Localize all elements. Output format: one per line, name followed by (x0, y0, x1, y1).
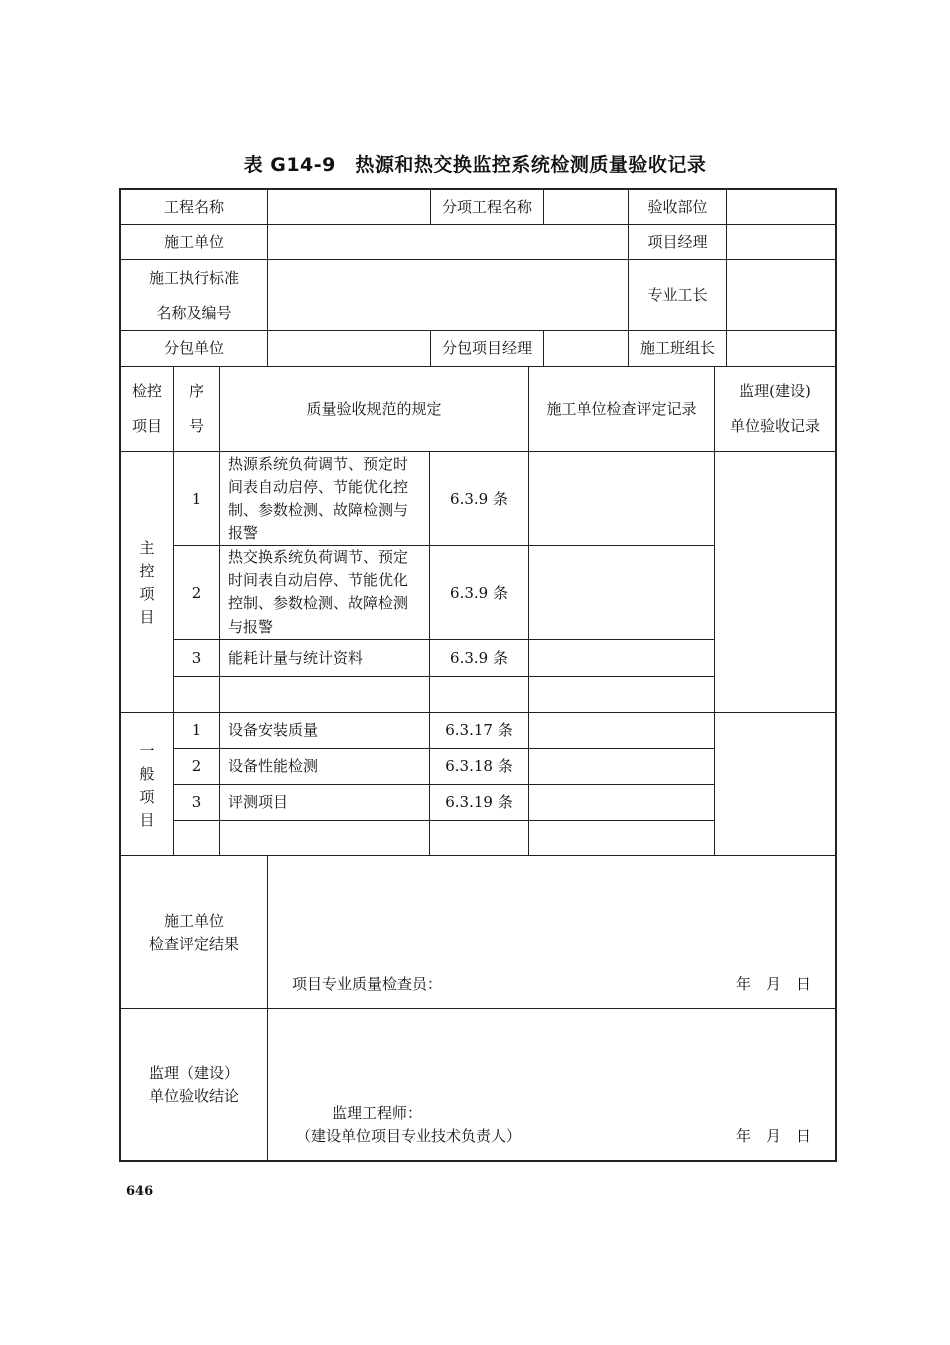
acceptance-part-label: 验收部位 (647, 198, 708, 216)
general-label-char: 项 (139, 788, 155, 806)
construction-unit-field[interactable] (268, 225, 628, 259)
contractor-record-cell[interactable] (529, 452, 714, 545)
row-divider (173, 676, 714, 677)
table-border-right (835, 188, 837, 1162)
row-divider (173, 820, 714, 821)
contractor-result-date: 年 月 日 (736, 975, 812, 993)
seq-header-line2: 号 (188, 417, 204, 435)
contractor-record-cell[interactable] (529, 546, 714, 639)
contractor-record-cell[interactable] (529, 713, 714, 748)
standard-field[interactable] (268, 260, 628, 330)
specialty-foreman-label: 专业工长 (647, 286, 708, 304)
item-number: 1 (191, 721, 202, 739)
project-manager-field[interactable] (727, 225, 835, 259)
item-desc-line: 报警 (228, 524, 259, 542)
contractor-record-cell[interactable] (529, 640, 714, 676)
row-divider (119, 366, 837, 367)
seq-header-line1: 序 (188, 382, 204, 400)
item-clause: 6.3.9 条 (450, 649, 508, 667)
col-divider (173, 366, 174, 855)
sub-item-name-field[interactable] (544, 190, 628, 224)
main-control-label-char: 目 (139, 608, 155, 626)
item-desc-line: 能耗计量与统计资料 (228, 649, 364, 667)
page-number: 646 (126, 1184, 154, 1199)
page-title: 表 G14-9 热源和热交换监控系统检测质量验收记录 (243, 154, 707, 176)
supervising-engineer-label: 监理工程师： (332, 1104, 423, 1122)
supervision-record-cell[interactable] (715, 452, 835, 712)
item-desc-line: 控制、参数检测、故障检测 (228, 594, 409, 612)
item-desc: 设备安装质量 (228, 721, 319, 739)
control-item-header-line1: 检控 (131, 382, 162, 400)
owner-tech-lead-note: （建设单位项目专业技术负责人） (296, 1127, 522, 1145)
item-clause: 6.3.17 条 (445, 721, 513, 739)
standard-label-line2: 名称及编号 (156, 304, 232, 322)
subcontract-pm-field[interactable] (544, 331, 628, 366)
table-border-left (119, 188, 121, 1162)
supervision-result-date: 年 月 日 (736, 1127, 812, 1145)
item-number: 2 (191, 757, 202, 775)
supervision-result-field[interactable] (268, 1009, 835, 1099)
item-desc-line: 与报警 (228, 618, 274, 636)
item-number: 1 (191, 490, 202, 508)
supervision-header-line2: 单位验收记录 (729, 417, 820, 435)
general-label-char: 一 (139, 742, 155, 760)
item-desc-line: 热源系统负荷调节、预定时 (228, 455, 409, 473)
subcontractor-field[interactable] (268, 331, 430, 366)
acceptance-part-field[interactable] (727, 190, 835, 224)
item-clause: 6.3.9 条 (450, 490, 508, 508)
project-manager-label: 项目经理 (647, 233, 708, 251)
item-desc-line: 间表自动启停、节能优化控 (228, 478, 409, 496)
item-desc: 评测项目 (228, 793, 289, 811)
col-divider (219, 366, 220, 855)
general-label-char: 般 (139, 765, 155, 783)
construction-unit-label: 施工单位 (163, 233, 224, 251)
project-name-field[interactable] (268, 190, 430, 224)
main-control-label-char: 项 (139, 585, 155, 603)
main-control-label-char: 主 (139, 539, 155, 557)
item-number: 3 (191, 793, 202, 811)
item-number: 2 (191, 584, 202, 602)
subcontractor-label: 分包单位 (163, 339, 224, 357)
item-clause: 6.3.19 条 (445, 793, 513, 811)
sub-item-name-label: 分项工程名称 (441, 198, 532, 216)
contractor-result-label-line1: 施工单位 (163, 912, 224, 930)
contractor-record-cell[interactable] (529, 785, 714, 820)
quality-inspector-label: 项目专业质量检查员： (292, 975, 443, 993)
team-leader-field[interactable] (727, 331, 835, 366)
contractor-record-cell[interactable] (529, 749, 714, 784)
supervision-header-line1: 监理(建设) (739, 382, 811, 400)
table-border-bottom (119, 1160, 837, 1162)
item-clause: 6.3.18 条 (445, 757, 513, 775)
item-number: 3 (191, 649, 202, 667)
spec-header: 质量验收规范的规定 (306, 400, 442, 418)
contractor-result-field[interactable] (268, 856, 835, 966)
item-desc-line: 制、参数检测、故障检测与 (228, 501, 409, 519)
supervision-record-cell[interactable] (715, 713, 835, 855)
item-clause: 6.3.9 条 (450, 584, 508, 602)
general-label-char: 目 (139, 811, 155, 829)
team-leader-label: 施工班组长 (639, 339, 715, 357)
standard-label-line1: 施工执行标准 (148, 269, 239, 287)
item-desc-line: 时间表自动启停、节能优化 (228, 571, 409, 589)
contractor-result-label-line2: 检查评定结果 (148, 935, 239, 953)
item-desc-line: 热交换系统负荷调节、预定 (228, 548, 409, 566)
specialty-foreman-field[interactable] (727, 260, 835, 330)
supervision-result-label-line2: 单位验收结论 (148, 1087, 239, 1105)
contractor-record-header: 施工单位检查评定记录 (546, 400, 697, 418)
control-item-header-line2: 项目 (131, 417, 162, 435)
supervision-result-label-line1: 监理（建设） (148, 1064, 239, 1082)
project-name-label: 工程名称 (163, 198, 224, 216)
item-desc: 设备性能检测 (228, 757, 319, 775)
main-control-label-char: 控 (139, 562, 155, 580)
subcontract-pm-label: 分包项目经理 (441, 339, 532, 357)
